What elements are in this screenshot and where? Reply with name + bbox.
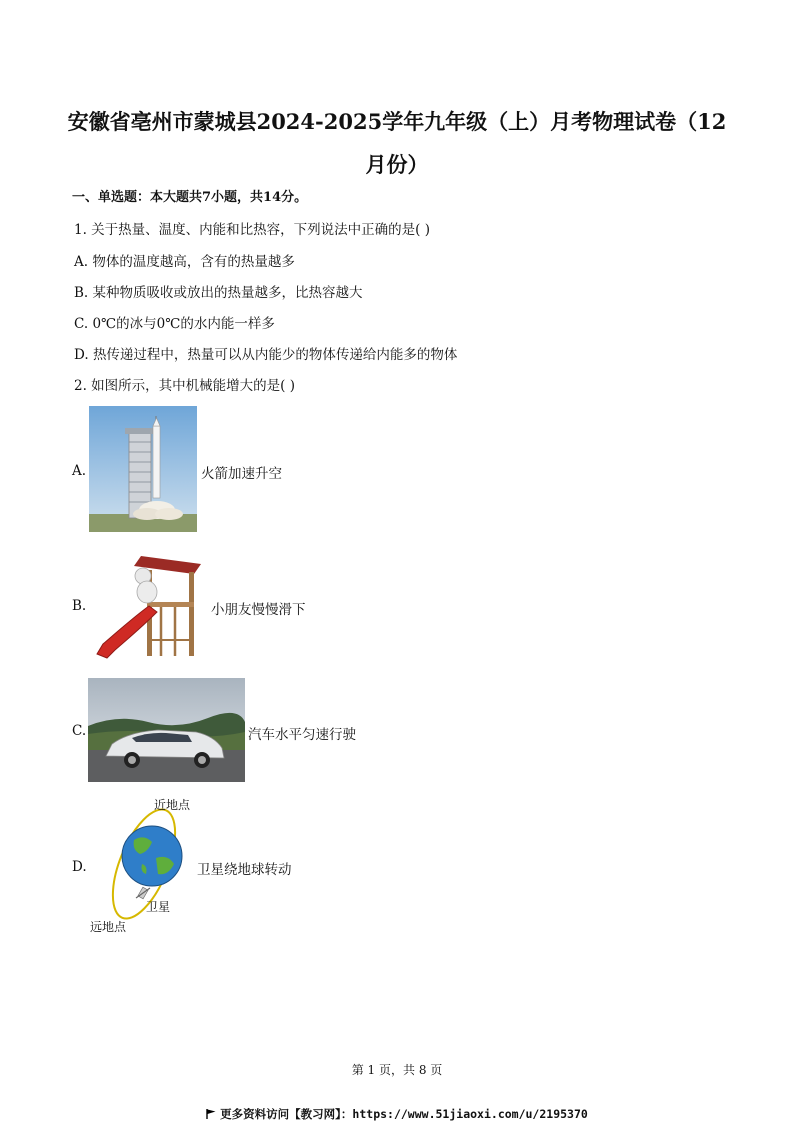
section-heading: 一、单选题：本大题共7小题，共14分。 xyxy=(72,190,308,205)
slide-image xyxy=(89,550,206,663)
option-text: 热传递过程中，热量可以从内能少的物体传递给内能多的物体 xyxy=(92,347,458,363)
q2-option-d-text: 卫星绕地球转动 xyxy=(197,862,292,878)
question-1-stem: 1. 关于热量、温度、内能和比热容，下列说法中正确的是( ) xyxy=(74,222,430,238)
flag-icon xyxy=(206,1109,216,1119)
satellite-orbit-diagram xyxy=(88,794,198,936)
q2-option-c-text: 汽车水平匀速行驶 xyxy=(248,727,356,743)
q1-option-a xyxy=(74,250,295,270)
q2-option-c-letter: C. xyxy=(72,723,87,739)
apogee-label: 远地点 xyxy=(90,920,127,934)
q2-option-a-letter: A. xyxy=(72,463,87,479)
q2-option-a-text: 火箭加速升空 xyxy=(201,466,282,482)
option-letter: B. xyxy=(74,285,89,301)
page-title: 安徽省亳州市蒙城县2024-2025学年九年级（上）月考物理试卷（12月份） xyxy=(67,109,727,177)
perigee-label: 近地点 xyxy=(154,798,191,812)
option-text: 物体的温度越高，含有的热量越多 xyxy=(92,254,295,270)
option-letter: A. xyxy=(74,254,89,270)
option-letter: C. xyxy=(74,316,89,332)
page-number: 第 1 页，共 8 页 xyxy=(351,1063,443,1077)
option-text: 某种物质吸收或放出的热量越多，比热容越大 xyxy=(92,285,363,301)
option-letter: D. xyxy=(74,347,89,363)
footer-link[interactable] xyxy=(0,1106,794,1122)
q2-option-b-text: 小朋友慢慢滑下 xyxy=(211,602,306,618)
q1-option-d xyxy=(74,343,457,363)
q2-option-b-letter: B. xyxy=(72,598,87,614)
q1-option-b xyxy=(74,281,363,301)
q2-option-d-letter: D. xyxy=(72,859,87,875)
option-text: 0℃的冰与0℃的水内能一样多 xyxy=(92,316,275,332)
car-image xyxy=(88,678,245,782)
question-2-stem: 2. 如图所示，其中机械能增大的是( ) xyxy=(74,378,295,394)
q1-option-c xyxy=(74,312,275,332)
footer-link-text: 更多资料访问【教习网】：https://www.51jiaoxi.com/u/2195370 xyxy=(220,1107,588,1121)
rocket-launch-image xyxy=(89,406,197,532)
satellite-label: 卫星 xyxy=(146,900,171,914)
